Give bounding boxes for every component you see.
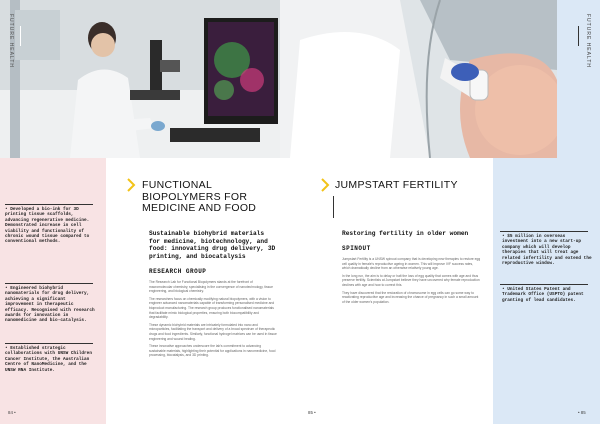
ultrasound-photo-illustration (280, 0, 557, 158)
body-paragraph: In the long run, the aim is to delay or halt the loss of egg quality that comes with age and thus preserve fertility. Scientists at Jumpstart believe they have uncovered why female reproduction declines with age and how to correct this. (342, 273, 480, 287)
article-title: JUMPSTART FERTILITY (335, 179, 458, 191)
article-subtitle-line: for medicine, biotechnology, and (149, 237, 268, 245)
divider (5, 343, 93, 344)
page-number-text: 85 (308, 410, 313, 415)
bullet-item (502, 287, 592, 303)
bullet-marker: • (502, 234, 508, 239)
page-number-right: • 85 (578, 410, 586, 415)
side-rule-right (578, 26, 579, 46)
side-strip-top-right (557, 0, 600, 158)
bullet-item (5, 286, 95, 324)
bullet-text: $5 million in overseas investment into a new start-up company which will develop therapies that will treat age related infertility and extend the reproductive window. (502, 234, 592, 267)
article-title-line: MEDICINE AND FOOD (142, 202, 257, 214)
side-rule-left (20, 26, 21, 46)
article-body (342, 257, 482, 304)
lab-photo-illustration (0, 0, 280, 158)
body-paragraph: They have discovered that the restoration of chromosome in egg cells can go some way to reactivating reproductive age and increasing the chance of pregnancy in such a small amount of the older women's population. (342, 290, 479, 304)
right-highlights-panel (493, 158, 600, 424)
article-subtitle-line: food: innovating drug delivery, 3D (149, 245, 276, 253)
ultrasound-photo (280, 0, 557, 158)
left-highlights-panel (0, 158, 106, 424)
body-paragraph: The Research Lab for Functional Biopolymers stands at the forefront of macromolecular chemistry, specialising in the convergence of nanotechnology, tissue engineering, and biological chemistry. (149, 280, 273, 294)
article-title (142, 180, 292, 215)
bullet-marker: • (502, 287, 508, 292)
bullet-text: United States Patent and Trademark Office (USPTO) patent granting of lead candidates. (502, 287, 584, 303)
divider (5, 283, 93, 284)
bullet-text: Engineered biohybrid nanomaterials for drug delivery, achieving a significant improvement in therapeutic efficacy. Recognised with research awards for innovation in nanomedicine and bio-catalysis. (5, 286, 95, 324)
bullet-marker: • (5, 346, 11, 351)
bullet-item (5, 207, 95, 245)
body-paragraph: Jumpstart Fertility is a UNSW spinout company that is developing new therapies to restore egg cell quality in female's reproductive ageing in women. This will improve IVF success rates, which dramatically decline from an otherwise relatively young age. (342, 257, 481, 271)
body-paragraph: These innovative approaches underscore the lab's commitment to advancing sustainable materials, highlighting their potential for applications in nanomedicine, food processing, biocatalysis, and 3D printing. (149, 344, 276, 358)
page-number-text: 84 (8, 410, 13, 415)
body-paragraph: These dynamic biohybrid materials are intricately formulated into nano and microparticles, facilitating the transport and delivery of a broad spectrum of therapeutic drugs and food ingredients. Similarly, functional hydrogel matrices can be used in tissue engineering and wound healing. (149, 322, 277, 341)
divider (500, 231, 588, 232)
bullet-item (5, 346, 95, 373)
page-number-middle: 85 • (308, 410, 316, 415)
bullet-marker: • (5, 207, 11, 212)
bullet-item (502, 234, 592, 266)
accent-rule (333, 196, 334, 218)
side-label-right: FUTURE HEALTH (585, 14, 591, 69)
article-title-line: BIOPOLYMERS FOR (142, 190, 248, 203)
body-paragraph: The researchers focus on chemically modifying natural biopolymers, with a vision to engineer advanced nanomaterials capable of transforming personalised medicine and bioproduct manufacturing. The research group produces functionalised nanomaterials that facilitate mimic biological properties, ensuring both biocompatibility and degradability. (149, 296, 275, 320)
page-number-left: 84 • (8, 410, 16, 415)
chevron-right-icon (126, 178, 136, 192)
lab-researcher-photo (0, 0, 280, 158)
section-subhead: RESEARCH GROUP (149, 268, 207, 275)
chevron-right-icon (320, 178, 330, 192)
bullet-text: Established strategic collaborations with UNSW Children Cancer Institute, the Australian Centre of NanoMedicine, and the UNSW RNA Institute. (5, 346, 92, 373)
article-subtitle: Restoring fertility in older women (342, 230, 469, 237)
article-subtitle-line: printing, and biocatalysis (149, 252, 246, 260)
article-subtitle (149, 230, 299, 260)
article-body (149, 280, 277, 358)
divider (5, 204, 93, 205)
bullet-marker: • (5, 286, 11, 291)
divider (500, 284, 588, 285)
article-title-line: FUNCTIONAL (142, 179, 213, 191)
article-subtitle-line: Sustainable biohybrid materials (149, 230, 265, 237)
section-subhead: SPINOUT (342, 245, 371, 252)
page-number-text: 85 (580, 410, 586, 415)
side-label-left: FUTURE HEALTH (8, 14, 14, 69)
bullet-text: Developed a bio-ink for 3D printing tissue scaffolds, advancing regenerative medicine. Demonstrated increase in cell viability and functionality of chronic wound tissue compared to conventional methods. (5, 207, 90, 245)
